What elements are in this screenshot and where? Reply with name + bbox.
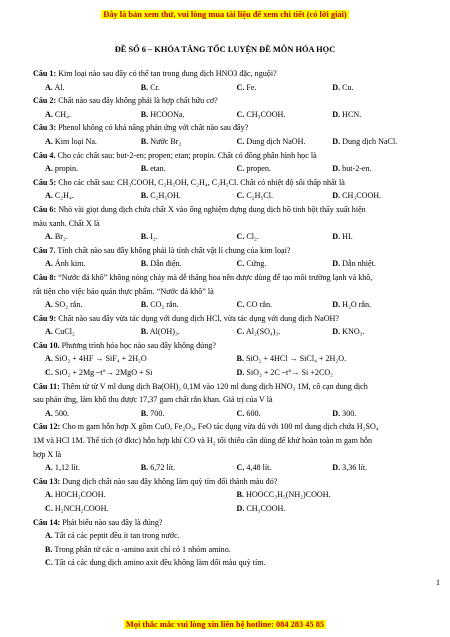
- option-text: CH₃COOH.: [246, 109, 286, 119]
- question-1: [33, 67, 416, 94]
- option-text: HCN.: [342, 109, 362, 119]
- option-letter: A.: [45, 490, 53, 500]
- answer-option: [33, 189, 129, 203]
- answer-option: [33, 556, 416, 570]
- answer-options: [33, 81, 416, 95]
- question-9: [33, 312, 416, 339]
- answer-option: [225, 257, 321, 271]
- question-text: sau phản ứng, làm khô thu được 17,37 gam chất rắn khan. Giá trị của V là: [33, 395, 273, 405]
- answer-option: [33, 257, 129, 271]
- option-text: 500.: [54, 408, 70, 418]
- question-10: [33, 339, 416, 380]
- question-text: Cho các chất sau: CH₃COOH, C₂H₅OH, C₂H₄, C₂H₅Cl. Chất có nhiệt độ sôi thấp nhất là: [58, 177, 345, 187]
- option-letter: C.: [236, 463, 245, 473]
- answer-options: [33, 461, 416, 475]
- option-text: SiO₂ + 4HCl → SiCl₄ + 2H₂O.: [245, 354, 347, 364]
- option-letter: A.: [45, 300, 53, 310]
- question-text: Cho các chất sau: but-2-en; propen; etan; propin. Chất có đồng phân hình học là: [57, 150, 317, 160]
- option-text: C₂H₅Cl.: [246, 191, 273, 201]
- option-text: Cu.: [342, 82, 354, 92]
- option-text: 300.: [342, 408, 357, 418]
- option-text: Al₂(SO₄)₃.: [245, 327, 281, 337]
- option-letter: B.: [140, 300, 149, 310]
- option-letter: D.: [332, 232, 341, 242]
- answer-option: [320, 230, 416, 244]
- answer-option: [320, 162, 416, 176]
- option-text: propin.: [54, 164, 79, 174]
- question-12: [33, 420, 416, 474]
- answer-option: [320, 298, 416, 312]
- question-number: Câu 1:: [33, 69, 57, 78]
- question-number: Câu 11:: [33, 381, 60, 391]
- top-banner: [0, 9, 450, 20]
- answer-option: [129, 325, 225, 339]
- option-letter: A.: [45, 136, 53, 146]
- answer-option: [129, 162, 225, 176]
- question-text: hợp X là: [33, 449, 62, 459]
- answer-option: [33, 543, 416, 557]
- answer-option: [225, 407, 321, 421]
- question-11: [33, 380, 416, 421]
- answer-option: [33, 488, 225, 502]
- option-text: SiO₂ + 2Mg ⎯t°→ 2MgO + Si: [54, 368, 153, 378]
- page-number: 1: [436, 578, 440, 587]
- option-letter: A.: [45, 408, 53, 418]
- answer-option: [129, 108, 225, 122]
- answer-option: [225, 298, 321, 312]
- option-text: SO₂ rắn.: [54, 300, 83, 310]
- answer-option: [33, 352, 225, 366]
- option-letter: B.: [140, 136, 149, 146]
- option-letter: A.: [45, 463, 53, 473]
- option-letter: D.: [332, 463, 341, 473]
- question-number: Câu 4.: [33, 150, 56, 160]
- answer-option: [320, 257, 416, 271]
- option-letter: C.: [236, 164, 245, 174]
- question-text: Chất nào sau đây vừa tác dụng với dung dịch HCl, vừa tác dụng với dung dịch NaOH?: [58, 313, 339, 323]
- option-text: 1,12 lít.: [54, 463, 80, 473]
- question-list: [33, 67, 416, 570]
- answer-option: [225, 108, 321, 122]
- option-text: etan.: [150, 164, 166, 174]
- option-text: Tất cả các dung dịch amino axit đều không làm đổi màu quỳ tím.: [54, 558, 266, 568]
- option-letter: B.: [236, 354, 244, 364]
- option-letter: A.: [45, 259, 53, 269]
- question-text: Cho m gam hỗn hợp X gồm CuO, Fe₂O₃, FeO tác dụng vừa đủ với 100 ml dung dịch chứa H₂SO₄: [62, 422, 379, 432]
- answer-options: [33, 257, 416, 271]
- option-letter: D.: [332, 136, 341, 146]
- answer-option: [129, 298, 225, 312]
- option-letter: B.: [140, 109, 149, 119]
- option-letter: D.: [332, 109, 341, 119]
- question-text: Phenol không có khả năng phản ứng với chất nào sau đây?: [58, 123, 249, 133]
- answer-options: [33, 298, 416, 312]
- option-letter: A.: [45, 109, 53, 119]
- answer-option: [320, 325, 416, 339]
- question-13: [33, 475, 416, 516]
- option-letter: A.: [45, 354, 53, 364]
- question-14: [33, 516, 416, 570]
- option-text: SiO₂ + 2C ⎯t°→ Si +2CO₂: [246, 368, 334, 378]
- option-text: Kim loại Na.: [54, 136, 97, 146]
- option-text: but-2-en.: [342, 164, 372, 174]
- question-4: [33, 149, 416, 176]
- option-text: HI.: [342, 232, 353, 242]
- option-letter: B.: [45, 544, 53, 554]
- answer-option: [33, 230, 129, 244]
- option-text: CO₂ rắn.: [150, 300, 179, 310]
- option-text: Dung dịch NaOH.: [246, 136, 306, 146]
- answer-option: [225, 189, 321, 203]
- answer-options: [33, 230, 416, 244]
- option-text: HOOCC₃H₅(NH₂)COOH.: [245, 490, 331, 500]
- answer-option: [320, 135, 416, 149]
- option-text: 700.: [150, 408, 165, 418]
- page-title: ĐỀ SỐ 6 – KHÓA TĂNG TỐC LUYỆN ĐỀ MÔN HÓA HỌC: [114, 45, 336, 54]
- answer-option: [225, 162, 321, 176]
- option-text: CO rắn.: [246, 300, 273, 310]
- answer-option: [129, 230, 225, 244]
- option-letter: C.: [45, 558, 53, 568]
- answer-option: [33, 366, 225, 380]
- option-letter: D.: [332, 259, 341, 269]
- option-text: CH₃COOH.: [342, 191, 382, 201]
- option-text: Dẫn điện.: [150, 259, 182, 269]
- question-text: “Nước đá khô” không nóng chảy mà dễ thăng hoa nên được dùng để tạo môi trường lạnh và khô,: [58, 272, 373, 282]
- answer-option: [33, 162, 129, 176]
- question-number: Câu 6:: [33, 204, 57, 214]
- question-number: Câu 2:: [33, 96, 57, 106]
- top-banner-text: Đây là bản xem thử, vui lòng mua tài liệu để xem chi tiết (có lời giải): [103, 10, 347, 19]
- option-text: CH₃COOH.: [246, 504, 286, 513]
- question-3: [33, 121, 416, 148]
- option-text: 6,72 lít.: [150, 463, 176, 473]
- option-text: 3,36 lít.: [342, 463, 368, 473]
- question-text: Kim loại nào sau đây có thể tan trong dung dịch HNO3 đặc, nguội?: [58, 69, 277, 78]
- option-letter: B.: [140, 232, 149, 242]
- answer-option: [33, 298, 129, 312]
- answer-option: [320, 108, 416, 122]
- answer-option: [320, 81, 416, 95]
- option-letter: D.: [236, 368, 245, 378]
- question-number: Câu 9:: [33, 313, 57, 323]
- option-text: C₂H₄.: [54, 191, 74, 201]
- answer-option: [225, 461, 321, 475]
- answer-option: [33, 135, 129, 149]
- option-letter: B.: [140, 327, 149, 337]
- answer-option: [33, 407, 129, 421]
- question-text: Nhỏ vài giọt dung dịch chứa chất X vào ống nghiệm đựng dung dịch hồ tinh bột thấy xuất hiện: [58, 204, 366, 214]
- question-text: Dung dịch chất nào sau đây không làm quỳ tím đổi thành màu đỏ?: [62, 476, 278, 486]
- option-letter: A.: [45, 232, 53, 242]
- answer-option: [225, 135, 321, 149]
- bottom-banner: [0, 619, 450, 630]
- option-letter: C.: [236, 109, 245, 119]
- answer-option: [33, 81, 129, 95]
- option-text: Nước Br₂: [150, 136, 182, 146]
- option-text: 600.: [246, 408, 261, 418]
- answer-option: [129, 81, 225, 95]
- option-text: Cl₂.: [246, 232, 259, 242]
- bottom-banner-text: Mọi thắc mắc vui lòng xin liên hệ hotline: 084 283 45 85: [125, 620, 325, 629]
- answer-option: [225, 502, 417, 516]
- option-letter: B.: [140, 164, 149, 174]
- answer-option: [129, 407, 225, 421]
- answer-option: [33, 108, 129, 122]
- option-letter: C.: [236, 327, 245, 337]
- question-8: [33, 271, 416, 312]
- question-number: Câu 14:: [33, 517, 61, 527]
- option-letter: A.: [45, 327, 53, 337]
- answer-option: [320, 407, 416, 421]
- option-text: HOCH₂COOH.: [54, 490, 106, 500]
- answer-option: [225, 81, 321, 95]
- option-letter: B.: [140, 191, 149, 201]
- option-text: CH₄.: [54, 109, 71, 119]
- answer-option: [320, 461, 416, 475]
- option-letter: B.: [140, 82, 149, 92]
- option-text: Dẫn nhiệt.: [342, 259, 376, 269]
- option-letter: B.: [236, 490, 244, 500]
- option-letter: C.: [236, 82, 245, 92]
- option-text: Fe.: [246, 82, 257, 92]
- option-text: Cr.: [150, 82, 160, 92]
- answer-option: [33, 461, 129, 475]
- option-text: Br₂.: [54, 232, 68, 242]
- option-letter: B.: [140, 408, 149, 418]
- question-text: Phương trình hóa học nào sau đây không đúng?: [61, 340, 216, 350]
- option-letter: C.: [236, 408, 245, 418]
- option-letter: D.: [332, 300, 341, 310]
- question-5: [33, 176, 416, 203]
- answer-options: [33, 189, 416, 203]
- option-text: Al(OH)₃.: [149, 327, 180, 337]
- option-letter: C.: [45, 504, 53, 513]
- answer-options: [33, 407, 416, 421]
- option-text: SiO₂ + 4HF → SiF₄ + 2H₂O: [54, 354, 147, 364]
- answer-option: [225, 230, 321, 244]
- option-letter: D.: [332, 164, 341, 174]
- answer-options: [33, 325, 416, 339]
- option-letter: C.: [236, 232, 245, 242]
- option-letter: A.: [45, 164, 53, 174]
- question-text: Phát biểu nào sau đây là đúng?: [62, 517, 163, 527]
- question-text: Tính chất nào sau đây không phải là tính chất vật lí chung của kim loại?: [57, 245, 291, 255]
- answer-option: [320, 189, 416, 203]
- option-text: Cứng.: [246, 259, 267, 269]
- option-text: C₂H₅OH.: [150, 191, 181, 201]
- answer-options: [33, 135, 416, 149]
- question-2: [33, 94, 416, 121]
- option-text: I₂.: [150, 232, 158, 242]
- option-letter: C.: [236, 136, 245, 146]
- question-number: Câu 7.: [33, 245, 56, 255]
- option-letter: C.: [236, 259, 245, 269]
- option-text: H₂O rắn.: [342, 300, 372, 310]
- answer-option: [33, 502, 225, 516]
- option-letter: D.: [332, 82, 341, 92]
- option-letter: A.: [45, 82, 53, 92]
- question-number: Câu 12:: [33, 422, 61, 432]
- option-letter: A.: [45, 531, 53, 541]
- option-letter: A.: [45, 191, 53, 201]
- option-text: HCOONa.: [150, 109, 185, 119]
- option-text: propen.: [246, 164, 271, 174]
- answer-options: [33, 162, 416, 176]
- option-text: 4,48 lít.: [246, 463, 272, 473]
- question-number: Câu 13:: [33, 476, 61, 486]
- option-letter: D.: [332, 327, 341, 337]
- option-letter: C.: [45, 368, 53, 378]
- answer-option: [225, 488, 417, 502]
- question-number: Câu 3:: [33, 123, 57, 133]
- answer-option: [129, 135, 225, 149]
- question-number: Câu 5:: [33, 177, 57, 187]
- question-number: Câu 10.: [33, 340, 60, 350]
- option-text: Al.: [54, 82, 65, 92]
- answer-option: [129, 257, 225, 271]
- answer-option: [33, 325, 129, 339]
- answer-option: [129, 189, 225, 203]
- option-text: KNO₃.: [342, 327, 365, 337]
- option-letter: B.: [140, 463, 149, 473]
- answer-options: [33, 108, 416, 122]
- question-6: [33, 203, 416, 244]
- question-7: [33, 244, 416, 271]
- option-text: Trong phân tử các α -amino axit chỉ có 1 nhóm amino.: [54, 544, 231, 554]
- option-letter: C.: [236, 191, 245, 201]
- option-letter: D.: [332, 408, 341, 418]
- option-letter: D.: [236, 504, 245, 513]
- option-text: H₂NCH₂COOH.: [54, 504, 109, 513]
- answer-option: [225, 325, 321, 339]
- option-letter: B.: [140, 259, 149, 269]
- answer-option: [225, 352, 417, 366]
- option-letter: C.: [236, 300, 245, 310]
- option-text: Tất cả các peptit đều ít tan trong nước.: [54, 531, 180, 541]
- question-text: rất tiện cho việc bảo quản thực phẩm. “Nước đá khô” là: [33, 286, 214, 296]
- answer-option: [225, 366, 417, 380]
- option-text: Dung dịch NaCl.: [342, 136, 398, 146]
- question-text: màu xanh. Chất X là: [33, 218, 100, 228]
- option-text: CuCl₂: [54, 327, 75, 337]
- answer-option: [33, 529, 416, 543]
- question-text: Chất nào sau đây không phải là hợp chất hữu cơ?: [58, 96, 218, 106]
- question-text: Thêm từ từ V ml dung dịch Ba(OH)₂ 0,1M vào 120 ml dung dịch HNO₃ 1M, cô cạn dung dịch: [61, 381, 368, 391]
- question-number: Câu 8:: [33, 272, 57, 282]
- question-text: 1M và HCl 1M. Thể tích (ở đktc) hỗn hợp khí CO và H₂ tối thiểu cần dùng để khử hoàn toàn m gam hỗn: [33, 436, 373, 446]
- option-letter: D.: [332, 191, 341, 201]
- option-text: Ánh kim.: [54, 259, 86, 269]
- answer-option: [129, 461, 225, 475]
